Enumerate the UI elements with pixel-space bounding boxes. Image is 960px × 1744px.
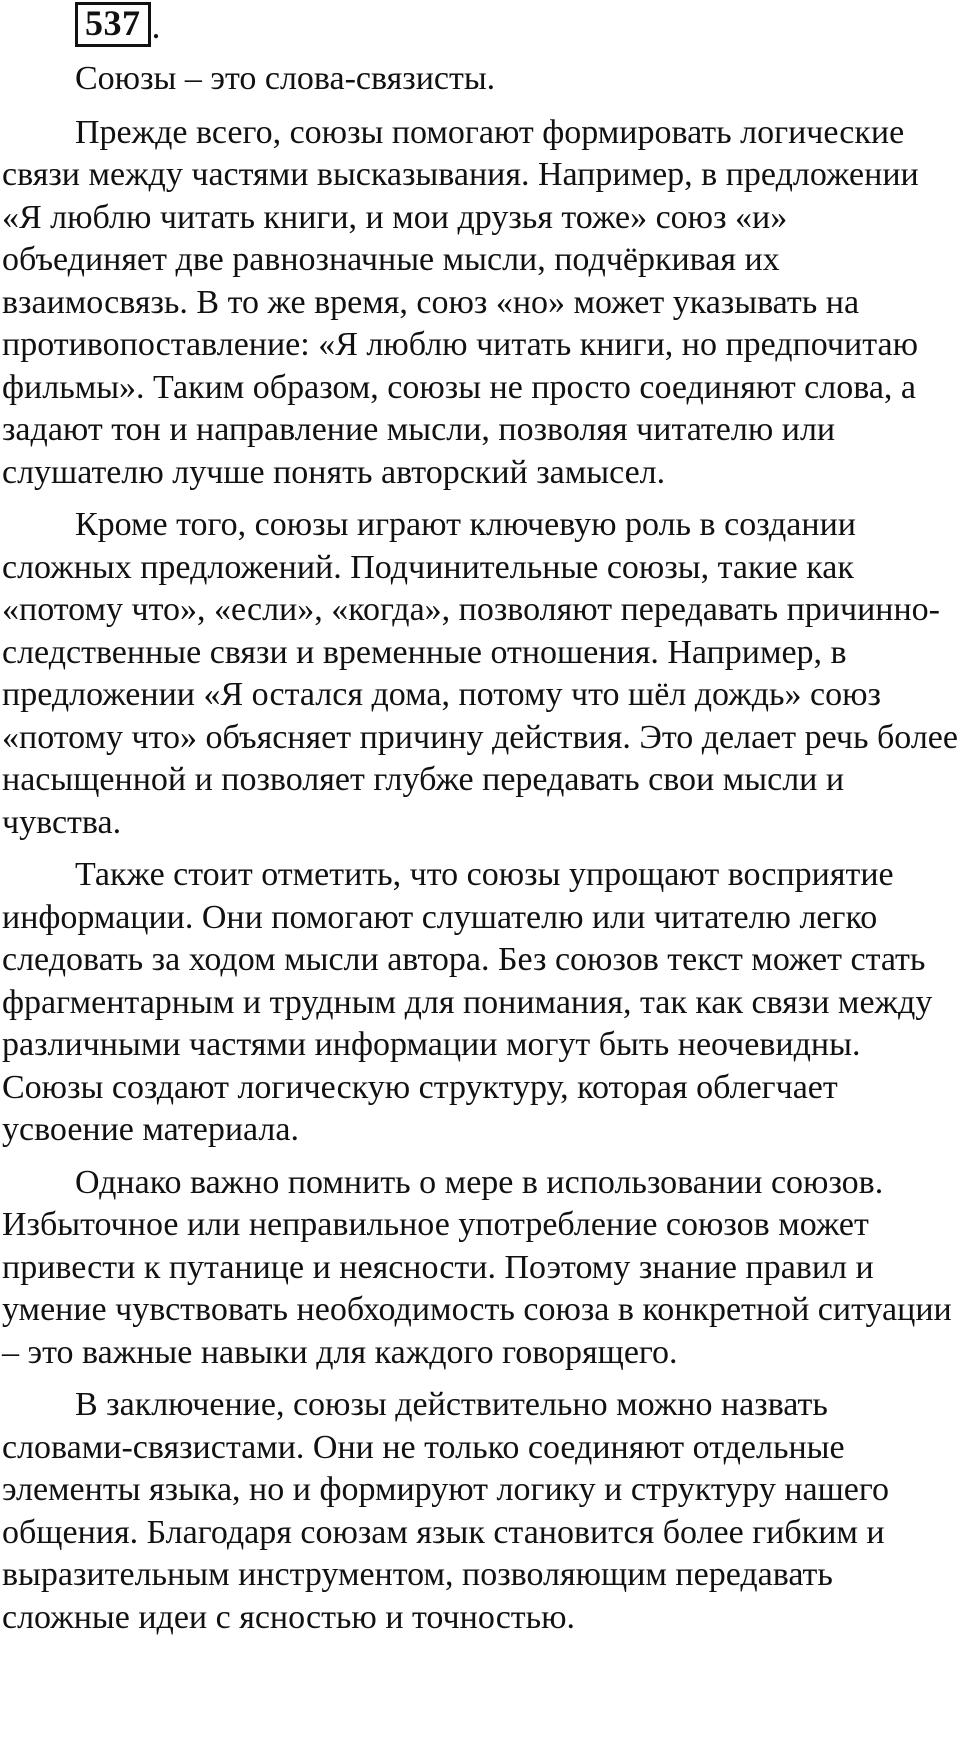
paragraph-logical-links: Прежде всего, союзы помогают формировать логические связи между частями высказывания. Например, в предложении «Я люблю читать книги, и мои друзья тоже» союз «и» объединяет две равнозначные мысли, подчёркивая их взаимосвязь. В то же время, союз «но» может указывать на противопоставление: «Я люблю читать книги, но предпочитаю фильмы». Таким образом, союзы не просто соединяют слова, а задают тон и направление мысли, позволяя читателю или слушателю лучше понять авторский замысел. — [2, 113, 919, 491]
paragraph-moderation: Однако важно помнить о мере в использовании союзов. Избыточное или неправильное употребление союзов может привести к путанице и неясности. Поэтому знание правил и умение чувствовать необходимость союза в конкретной ситуации – это важные навыки для каждого говорящего. — [2, 1163, 952, 1371]
exercise-number-dot: . — [151, 6, 161, 46]
paragraph-thesis: Союзы – это слова-связисты. — [75, 60, 496, 97]
paragraph-conclusion: В заключение, союзы действительно можно назвать словами-связистами. Они не только соединяют отдельные элементы языка, но и формируют логику и структуру нашего общения. Благодаря союзам язык становится более гибким и выразительным инструментом, позволяющим передавать сложные идеи с ясностью и точностью. — [2, 1386, 889, 1636]
paragraph-perception: Также стоит отметить, что союзы упрощают восприятие информации. Они помогают слушателю или читателю легко следовать за ходом мысли автора. Без союзов текст может стать фрагментарным и трудным для понимания, так как связи между различными частями информации могут быть неочевидны. Союзы создают логическую структуру, которая облегчает усвоение материала. — [2, 856, 933, 1148]
exercise-number: 537 — [75, 2, 151, 47]
paragraph-complex-sentences: Кроме того, союзы играют ключевую роль в создании сложных предложений. Подчинительные союзы, такие как «потому что», «если», «когда», позволяют передавать причинно-следственные связи и временные отношения. Например, в предложении «Я остался дома, потому что шёл дождь» союз «потому что» объясняет причину действия. Это делает речь более насыщенной и позволяет глубже передавать свои мысли и чувства. — [2, 506, 958, 841]
exercise-header — [75, 2, 161, 47]
body-text — [2, 58, 958, 1649]
